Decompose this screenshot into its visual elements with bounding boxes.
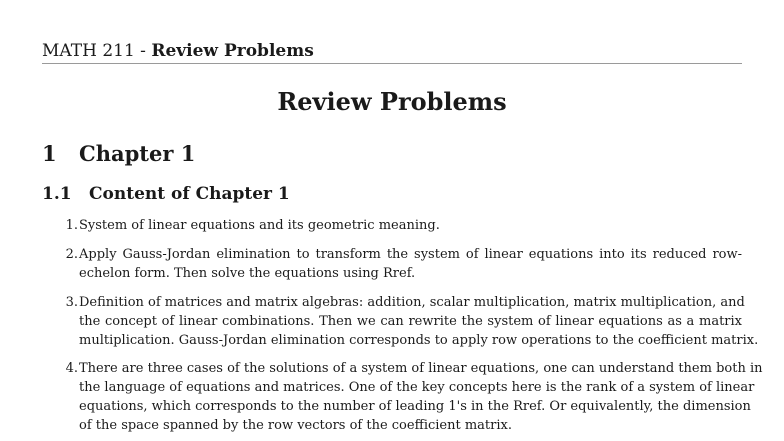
- section-heading: [42, 140, 195, 168]
- list-item-text: [79, 293, 759, 350]
- list-item-line: the language of equations and matrices. One of the key concepts here is the rank of a system of linear: [79, 380, 755, 395]
- header-rule: [42, 63, 742, 64]
- list-item-line: System of linear equations and its geometric meaning.: [79, 218, 440, 233]
- list-item-number: 4.: [65, 361, 78, 376]
- header-title: Review Problems: [151, 41, 314, 61]
- list-item-number: 2.: [65, 247, 78, 262]
- list-item-number: 1.: [65, 218, 78, 233]
- list-item-line: There are three cases of the solutions of a system of linear equations, one can understand them both in: [79, 361, 763, 376]
- subsection-number: 1.1: [42, 184, 72, 204]
- list-item-line: Definition of matrices and matrix algebras: addition, scalar multiplication, matrix multiplication, and: [79, 295, 745, 310]
- list-item-text: [79, 216, 742, 235]
- list-item-line: of the space spanned by the row vectors of the coefficient matrix.: [79, 418, 512, 433]
- subsection-heading: [42, 182, 290, 206]
- list-item-line: the concept of linear combinations. Then we can rewrite the system of linear equations as a matrix: [79, 314, 742, 329]
- list-item-line: multiplication. Gauss-Jordan elimination corresponds to apply row operations to the coefficient matrix.: [79, 333, 759, 348]
- list-item-text: [79, 245, 742, 283]
- list-item-line: Apply Gauss-Jordan elimination to transform the system of linear equations into its reduced row-: [79, 247, 742, 262]
- list-item-number: 3.: [65, 295, 78, 310]
- section-number: 1: [42, 141, 57, 166]
- section-title: Chapter 1: [79, 141, 196, 166]
- header-course: MATH 211 -: [42, 41, 152, 61]
- running-header: [42, 40, 742, 62]
- list-item-text: [79, 359, 763, 435]
- list-item-line: equations, which corresponds to the number of leading 1's in the Rref. Or equivalently, the dimension: [79, 399, 751, 414]
- document-title: Review Problems: [277, 87, 507, 116]
- subsection-title: Content of Chapter 1: [89, 184, 290, 204]
- list-item-line: echelon form. Then solve the equations using Rref.: [79, 266, 416, 281]
